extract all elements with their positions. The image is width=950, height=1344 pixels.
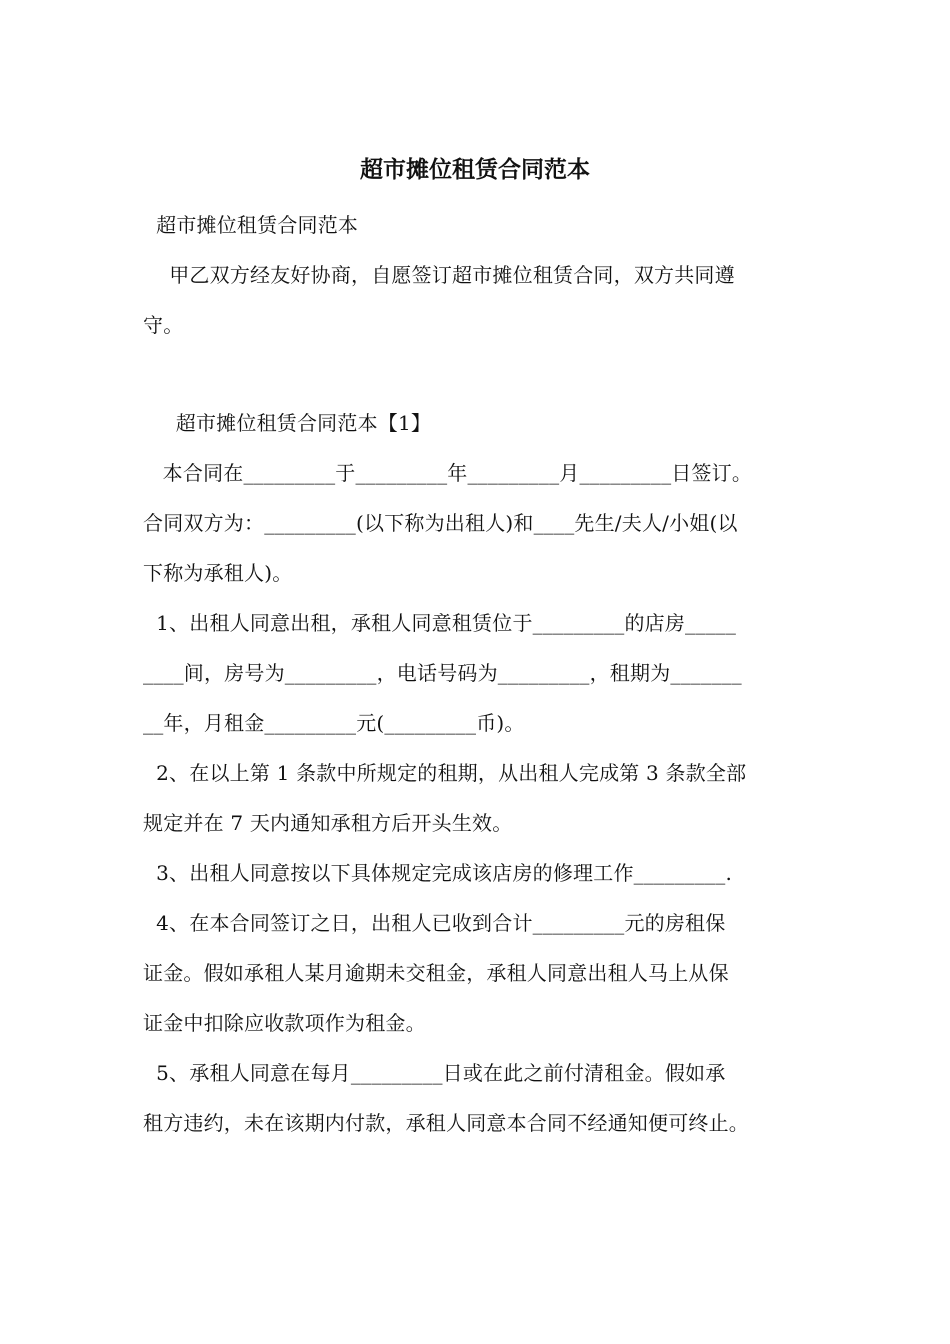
paragraph-line: 下称为承租人)。: [143, 561, 293, 585]
paragraph-line: 本合同在_________于_________年_________月_________日签订。: [143, 461, 753, 485]
paragraph-line: 合同双方为：_________(以下称为出租人)和____先生/夫人/小姐(以: [143, 511, 738, 535]
clause-1-line: __年，月租金_________元(_________币)。: [143, 711, 525, 735]
section-heading: 超市摊位租赁合同范本【1】: [143, 411, 432, 435]
intro-line-1: 甲乙双方经友好协商，自愿签订超市摊位租赁合同，双方共同遵: [143, 263, 735, 287]
clause-5-line: 5、承租人同意在每月_________日或在此之前付清租金。假如承: [143, 1061, 726, 1085]
clause-4-line: 证金。假如承租人某月逾期未交租金，承租人同意出租人马上从保: [143, 961, 729, 985]
clause-2-line: 2、在以上第 1 条款中所规定的租期，从出租人完成第 3 条款全部: [143, 761, 747, 785]
clause-1-line: ____间，房号为_________，电话号码为_________，租期为_______: [143, 661, 742, 685]
clause-4-line: 4、在本合同签订之日，出租人已收到合计_________元的房租保: [143, 911, 726, 935]
clause-4-line: 证金中扣除应收款项作为租金。: [143, 1011, 426, 1035]
intro-line-2: 守。: [143, 313, 184, 337]
clause-3-line: 3、出租人同意按以下具体规定完成该店房的修理工作_________.: [143, 861, 732, 885]
clause-1-line: 1、出租人同意出租，承租人同意租赁位于_________的店房_____: [143, 611, 737, 635]
clause-5-line: 租方违约，未在该期内付款，承租人同意本合同不经通知便可终止。: [143, 1111, 749, 1135]
document-title: 超市摊位租赁合同范本: [360, 156, 590, 183]
clause-2-line: 规定并在 7 天内通知承租方后开头生效。: [143, 811, 513, 835]
subtitle-line: 超市摊位租赁合同范本: [143, 213, 359, 237]
